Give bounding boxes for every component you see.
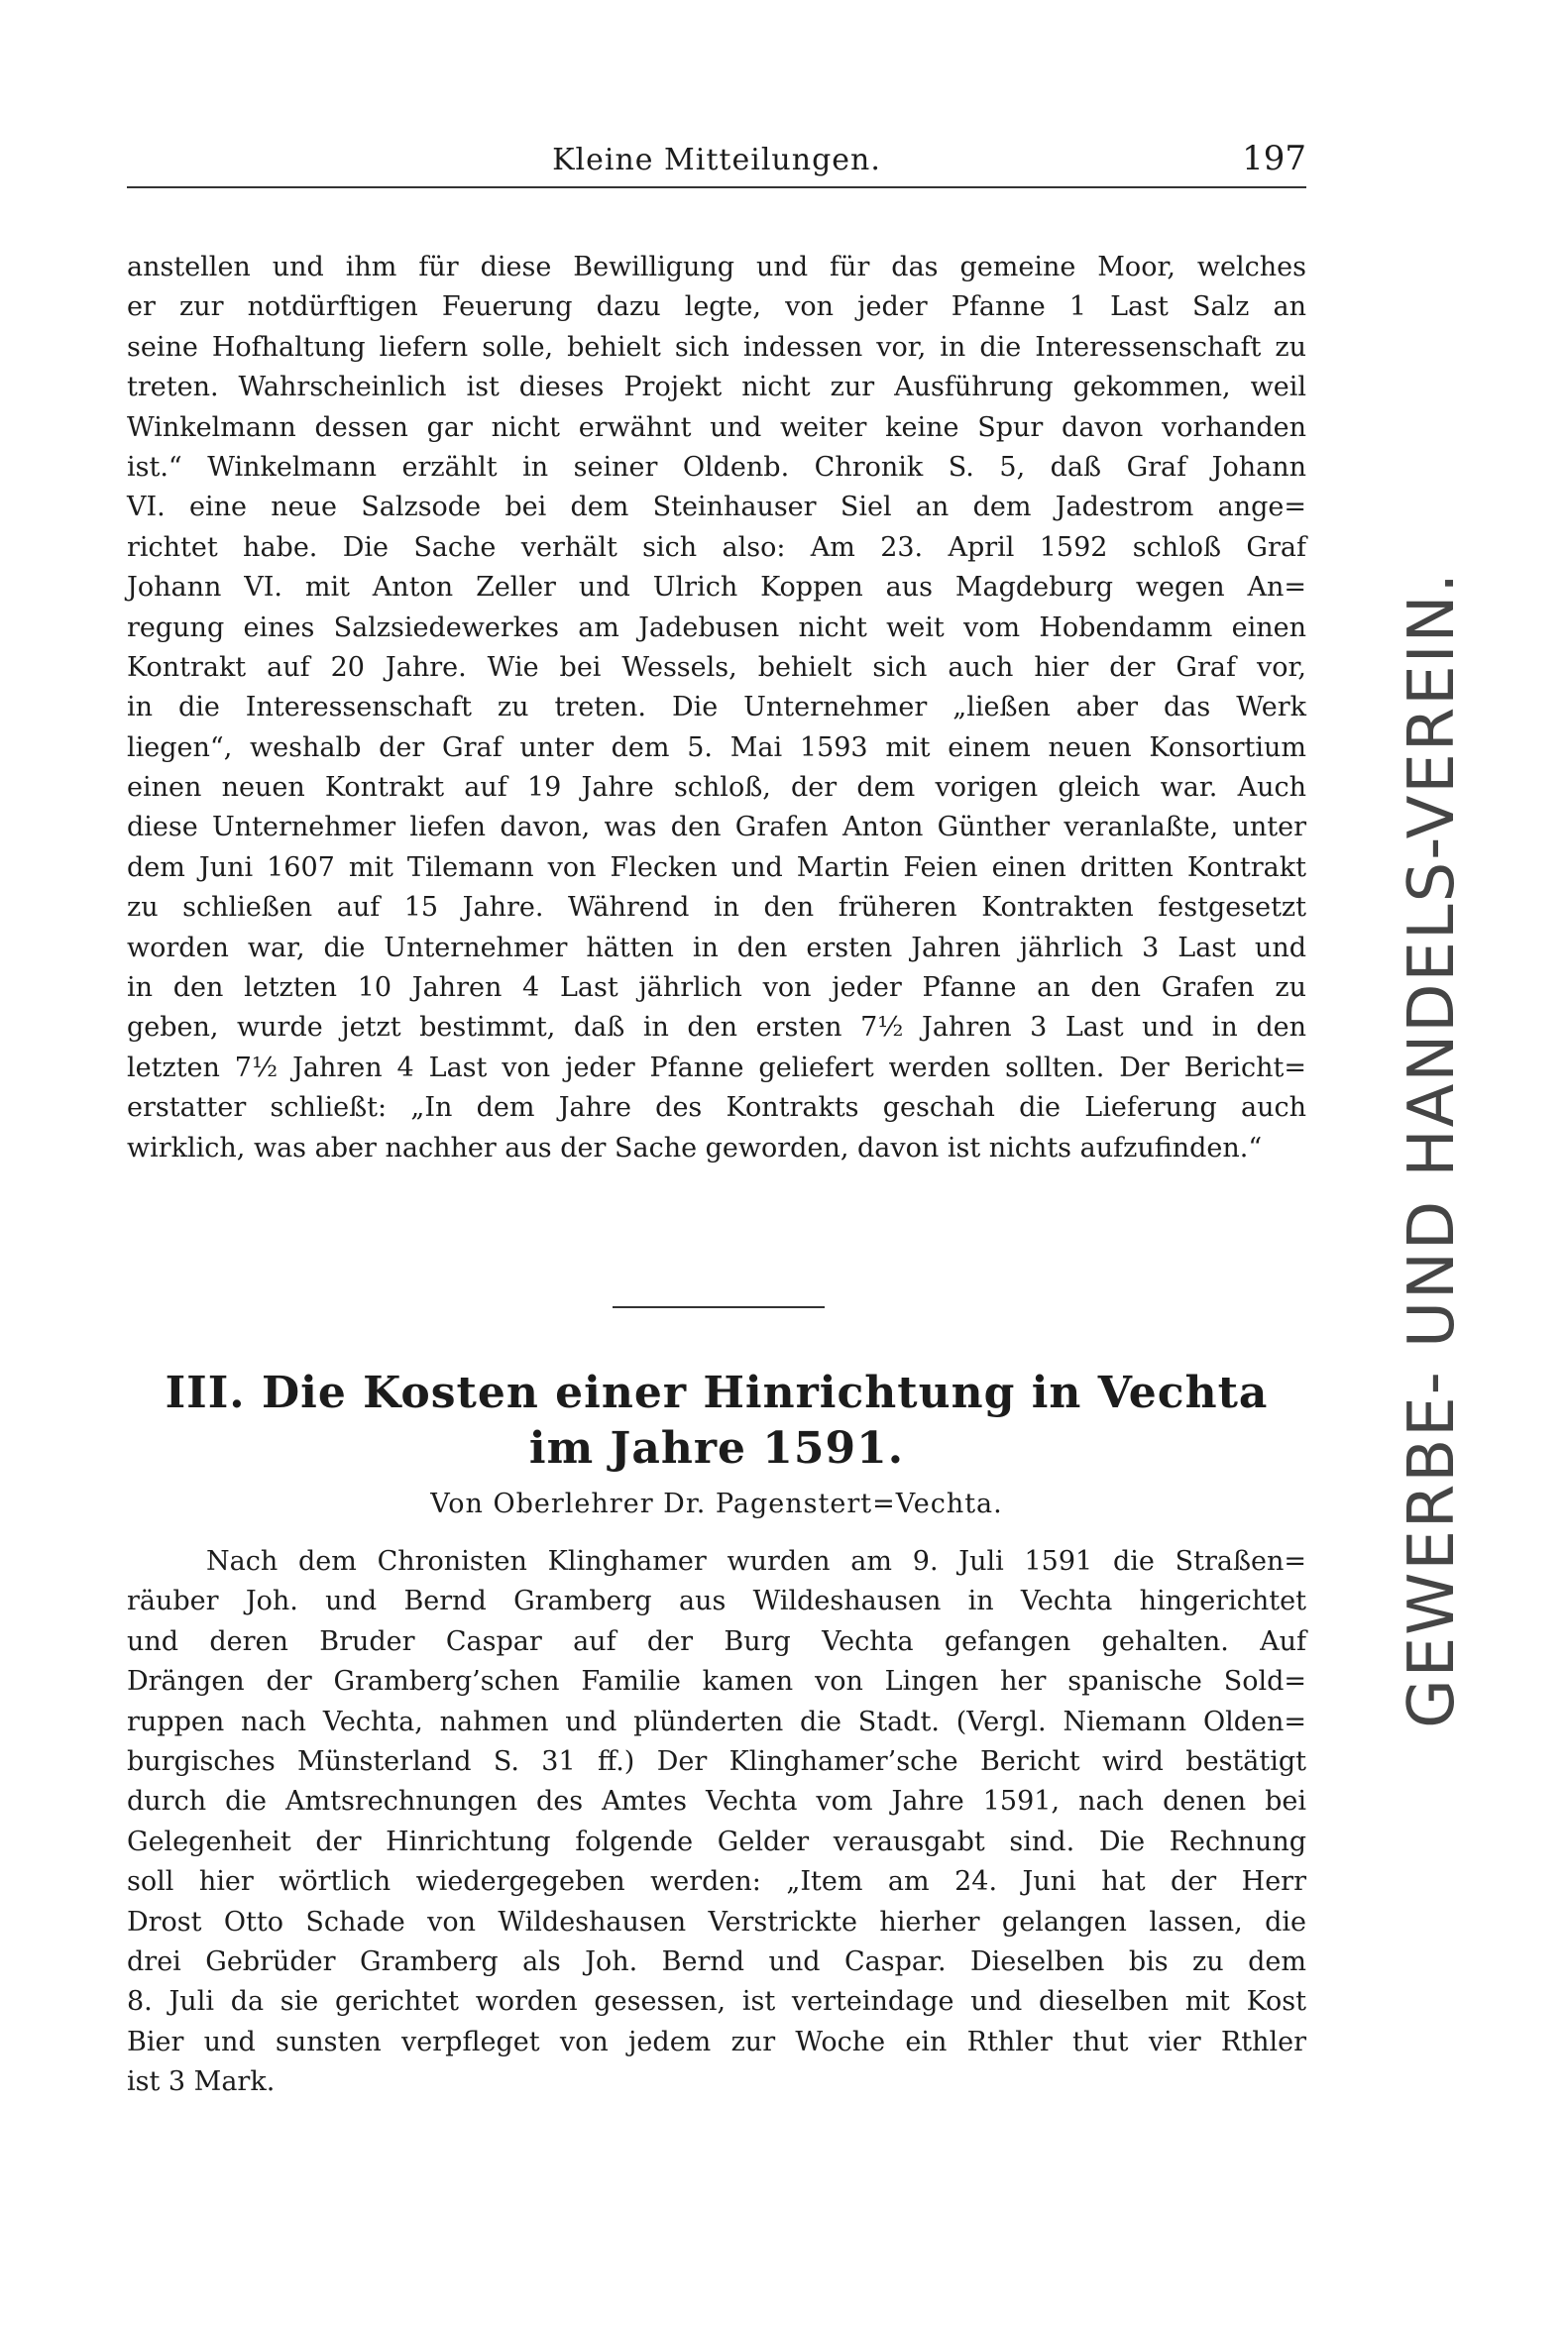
- running-head: [127, 137, 1306, 188]
- text-line: regung eines Salzsiedewerkes am Jadebusen nicht weit vom Hobendamm einen: [127, 611, 1306, 643]
- page-number: 197: [1242, 139, 1306, 178]
- text-line: Winkelmann dessen gar nicht erwähnt und weiter keine Spur davon vorhanden: [127, 411, 1306, 443]
- text-line: einen neuen Kontrakt auf 19 Jahre schloß, der dem vorigen gleich war. Auch: [127, 772, 1306, 804]
- text-line: treten. Wahrscheinlich ist dieses Projekt nicht zur Ausführung gekommen, weil: [127, 372, 1306, 403]
- text-line: Nach dem Chronisten Klinghamer wurden am 9. Juli 1591 die Straßen=: [206, 1546, 1306, 1577]
- text-line: VI. eine neue Salzsode bei dem Steinhauser Siel an dem Jadestrom ange=: [127, 492, 1306, 523]
- text-line: Johann VI. mit Anton Zeller und Ulrich Koppen aus Magdeburg wegen An=: [127, 572, 1306, 604]
- library-stamp: [1378, 571, 1487, 1728]
- continued-paragraph: [127, 248, 1306, 1168]
- text-line: Drost Otto Schade von Wildeshausen Verstrickte hierher gelangen lassen, die: [127, 1906, 1306, 1938]
- text-line: burgisches Münsterland S. 31 ff.) Der Klinghamer’sche Bericht wird bestätigt: [127, 1745, 1306, 1777]
- text-line: seine Hofhaltung liefern solle, behielt sich indessen vor, in die Interessenschaft zu: [127, 331, 1306, 363]
- text-line: 8. Juli da sie gerichtet worden gesessen, ist verteindage und dieselben mit Kost: [127, 1986, 1306, 2018]
- text-line: er zur notdürftigen Feuerung dazu legte, von jeder Pfanne 1 Last Salz an: [127, 291, 1306, 323]
- text-line: soll hier wörtlich wiedergegeben werden: „Item am 24. Juni hat der Herr: [127, 1866, 1306, 1898]
- text-line: Drängen der Gramberg’schen Familie kamen von Lingen her spanische Sold=: [127, 1666, 1306, 1698]
- text-line: Kontrakt auf 20 Jahre. Wie bei Wessels, behielt sich auch hier der Graf vor,: [127, 651, 1306, 683]
- text-line: in die Interessenschaft zu treten. Die Unternehmer „ließen aber das Werk: [127, 692, 1306, 723]
- section-heading: III. Die Kosten einer Hinrichtung in Vechta: [165, 1368, 1269, 1418]
- text-line: wirklich, was aber nachher aus der Sache geworden, davon ist nichts aufzufinden.“: [127, 1132, 1263, 1164]
- text-line: liegen“, weshalb der Graf unter dem 5. Mai 1593 mit einem neuen Konsortium: [127, 731, 1306, 763]
- text-line: dem Juni 1607 mit Tilemann von Flecken und Martin Feien einen dritten Kontrakt: [127, 851, 1306, 883]
- text-line: Gelegenheit der Hinrichtung folgende Gelder verausgabt sind. Die Rechnung: [127, 1826, 1306, 1857]
- text-line: und deren Bruder Caspar auf der Burg Vechta gefangen gehalten. Auf: [127, 1625, 1306, 1657]
- text-line: in den letzten 10 Jahren 4 Last jährlich von jeder Pfanne an den Grafen zu: [127, 972, 1306, 1004]
- text-line: erstatter schließt: „In dem Jahre des Kontrakts geschah die Lieferung auch: [127, 1092, 1306, 1124]
- text-line: anstellen und ihm für diese Bewilligung und für das gemeine Moor, welches: [127, 252, 1306, 282]
- text-line: letzten 7½ Jahren 4 Last von jeder Pfanne geliefert werden sollten. Der Bericht=: [127, 1052, 1306, 1083]
- text-line: richtet habe. Die Sache verhält sich also: Am 23. April 1592 schloß Graf: [127, 531, 1306, 563]
- author-byline: Von Oberlehrer Dr. Pagenstert=Vechta.: [430, 1489, 1003, 1519]
- text-line: zu schließen auf 15 Jahre. Während in den früheren Kontrakten festgesetzt: [127, 892, 1306, 924]
- text-line: Bier und sunsten verpfleget von jedem zur Woche ein Rthler thut vier Rthler: [127, 2026, 1306, 2057]
- running-title: Kleine Mitteilungen.: [552, 143, 881, 177]
- text-line: drei Gebrüder Gramberg als Joh. Bernd und Caspar. Dieselben bis zu dem: [127, 1945, 1306, 1977]
- text-line: worden war, die Unternehmer hätten in den ersten Jahren jährlich 3 Last und: [127, 932, 1306, 963]
- text-line: ruppen nach Vechta, nahmen und plünderten die Stadt. (Vergl. Niemann Olden=: [127, 1706, 1306, 1737]
- section-heading-continued: im Jahre 1591.: [528, 1423, 905, 1474]
- text-line: geben, wurde jetzt bestimmt, daß in den ersten 7½ Jahren 3 Last und in den: [127, 1012, 1306, 1044]
- section-divider: [613, 1306, 825, 1308]
- text-line: räuber Joh. und Bernd Gramberg aus Wildeshausen in Vechta hingerichtet: [127, 1586, 1306, 1617]
- library-stamp-text: GEWERBE- UND HANDELS-VEREIN.: [1396, 571, 1469, 1728]
- text-line: durch die Amtsrechnungen des Amtes Vechta vom Jahre 1591, nach denen bei: [127, 1786, 1306, 1818]
- text-line: ist.“ Winkelmann erzählt in seiner Oldenb. Chronik S. 5, daß Graf Johann: [127, 451, 1306, 483]
- section-paragraph: [127, 1542, 1306, 2102]
- text-line: ist 3 Mark.: [127, 2066, 276, 2098]
- text-line: diese Unternehmer liefen davon, was den Grafen Anton Günther veranlaßte, unter: [127, 812, 1306, 843]
